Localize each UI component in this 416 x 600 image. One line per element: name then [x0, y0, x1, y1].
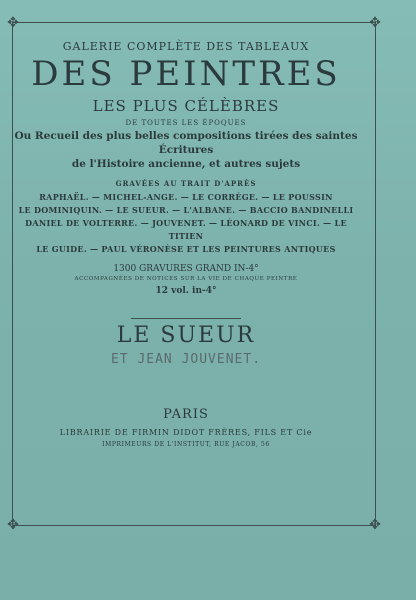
painters-line: RAPHAËL. — MICHEL-ANGE. — LE CORRÉGE. — LE POUSSIN — [39, 192, 333, 202]
corner-ornament-icon: ✥ — [369, 15, 381, 31]
corner-ornament-icon: ✥ — [7, 517, 19, 533]
publisher: LIBRAIRIE DE FIRMIN DIDOT FRÈRES, FILS ET Cie — [59, 428, 313, 437]
handwritten-addition: ET JEAN JOUVENET. — [110, 352, 262, 367]
painters-line: LE GUIDE. — PAUL VÉRONÈSE ET LES PEINTURES ANTIQUES — [36, 244, 336, 254]
engraved-line: GRAVÉES AU TRAIT D'APRÈS — [115, 179, 257, 188]
description-line-1: Ou Recueil des plus belles compositions tirées des saintes Écritures — [14, 130, 358, 156]
artist-name: LE SUEUR — [116, 323, 256, 348]
corner-ornament-icon: ✥ — [7, 15, 19, 31]
printer-address: IMPRIMEURS DE L'INSTITUT, RUE JACOB, 56 — [102, 441, 270, 448]
gallery-line: GALERIE COMPLÈTE DES TABLEAUX — [62, 40, 310, 53]
city: PARIS — [163, 407, 209, 422]
subtitle-celebres: LES PLUS CÉLÈBRES — [92, 97, 280, 115]
notices-line: ACCOMPAGNÉES DE NOTICES SUR LA VIE DE CHAQUE PEINTRE — [74, 276, 298, 282]
main-title: DES PEINTRES — [31, 54, 341, 94]
title-content — [8, 30, 364, 448]
divider — [131, 318, 241, 319]
painters-list — [8, 191, 364, 256]
painters-line: DANIEL DE VOLTERRE. — JOUVENET. — LÉONARD DE VINCI. — LE TITIEN — [25, 218, 347, 241]
painters-line: LE DOMINIQUIN. — LE SUEUR. — L'ALBANE. — BACCIO BANDINELLI — [18, 205, 354, 215]
corner-ornament-icon: ✥ — [369, 517, 381, 533]
volumes-line: 12 vol. in-4° — [155, 286, 217, 296]
engravings-count: 1300 GRAVURES GRAND IN-4° — [113, 264, 259, 274]
description-line-2: de l'Histoire ancienne, et autres sujets — [71, 158, 301, 170]
epochs-line: DE TOUTES LES ÉPOQUES — [125, 119, 247, 127]
